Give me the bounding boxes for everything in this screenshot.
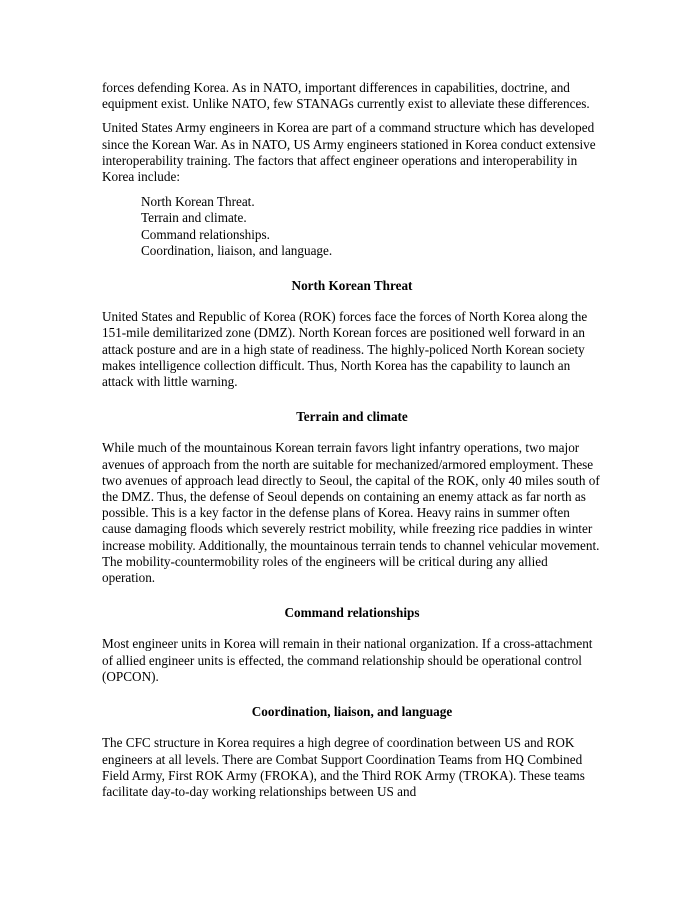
section-heading-command-relationships: Command relationships: [284, 605, 420, 621]
document-page: [102, 80, 602, 800]
intro-paragraph: United States Army engineers in Korea are part of a command structure which has developed since the Korean War. As in NATO, US Army engineers stationed in Korea conduct extensive interoperability training. The factors that affect engineer operations and interoperability in Korea include:: [102, 120, 596, 185]
section-heading-north-korean-threat: North Korean Threat: [291, 278, 413, 294]
section-body-command-relationships: Most engineer units in Korea will remain in their national organization. If a cross-attachment of allied engineer units is effected, the command relationship should be operational control (OPCON).: [102, 636, 593, 684]
section-body-terrain-and-climate: While much of the mountainous Korean terrain favors light infantry operations, two major avenues of approach from the north are suitable for mechanized/armored employment. These two avenues of approach lead directly to Seoul, the capital of the ROK, only 40 miles south of the DMZ. Thus, the defense of Seoul depends on containing an enemy attack as far north as possible. This is a key factor in the defense plans of Korea. Heavy rains in summer often cause damaging floods which severely restrict mobility, while freezing rice paddies in winter increase mobility. Additionally, the mountainous terrain tends to channel vehicular movement. The mobility-countermobility roles of the engineers will be critical during any allied operation.: [102, 440, 600, 586]
section-heading-terrain-and-climate: Terrain and climate: [296, 409, 408, 425]
intro-continuation-paragraph: forces defending Korea. As in NATO, important differences in capabilities, doctrine, and equipment exist. Unlike NATO, few STANAGs currently exist to alleviate these differences.: [102, 80, 590, 112]
section-body-north-korean-threat: United States and Republic of Korea (ROK) forces face the forces of North Korea along the 151-mile demilitarized zone (DMZ). North Korean forces are positioned well forward in an attack posture and are in a high state of readiness. The highly-policed North Korean society makes intelligence collection difficult. Thus, North Korea has the capability to launch an attack with little warning.: [102, 309, 588, 390]
factor-item: Terrain and climate.: [141, 210, 247, 226]
factor-item: Coordination, liaison, and language.: [141, 242, 333, 258]
factor-item: Command relationships.: [141, 226, 270, 242]
factor-item: North Korean Threat.: [141, 194, 255, 210]
section-body-coordination-liaison-language: The CFC structure in Korea requires a high degree of coordination between US and ROK engineers at all levels. There are Combat Support Coordination Teams from HQ Combined Field Army, First ROK Army (FROKA), and the Third ROK Army (TROKA). These teams facilitate day-to-day working relationships between US and: [102, 735, 585, 799]
factors-list: [141, 194, 602, 259]
section-heading-coordination-liaison-language: Coordination, liaison, and language: [251, 704, 453, 720]
